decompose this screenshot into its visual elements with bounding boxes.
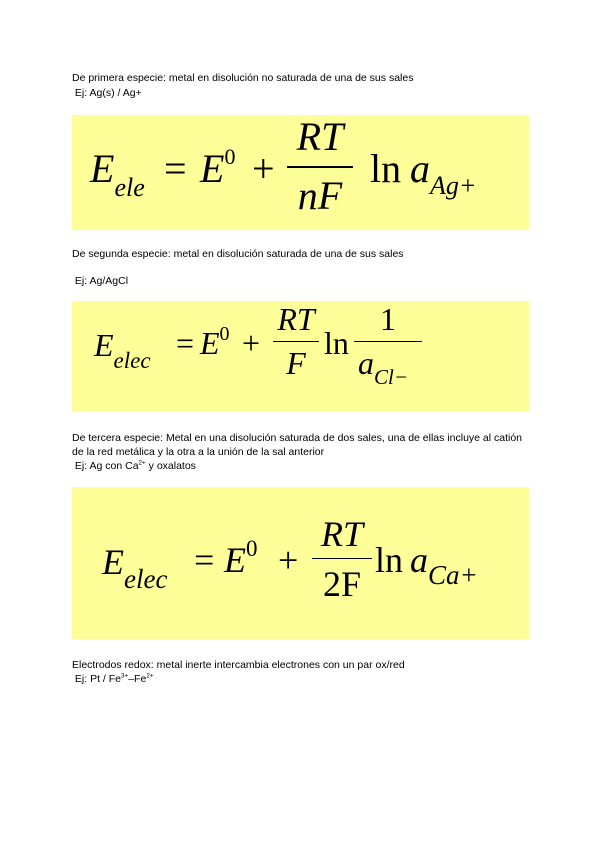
equation-1-standard-potential: $E^0$ (200, 144, 236, 191)
section-1-example: Ej: Ag(s) / Ag+ (74, 87, 142, 99)
equation-1-numerator: RT (296, 114, 344, 159)
equation-3-plus: + (278, 540, 299, 580)
section-1-description: De primera especie: metal en disolución no saturada de una de sus sales (72, 72, 414, 84)
equation-3 (72, 487, 529, 639)
equation-3-lhs: $E_{elec}$ (102, 542, 168, 594)
equation-2-ln: ln (324, 325, 349, 361)
equation-2-plus: + (242, 325, 261, 361)
equation-2-box (72, 301, 529, 411)
equation-2-denominator: F (286, 345, 306, 381)
section-2-example: Ej: Ag/AgCl (74, 275, 129, 287)
equation-2-standard-potential: $E^0$ (200, 323, 230, 361)
equation-1-lhs: $E_{ele}$ (90, 146, 145, 202)
equation-1-activity: $a_{Ag+}$ (410, 146, 477, 200)
equation-3-activity: $a_{Ca+}$ (410, 540, 478, 590)
section-2-description: De segunda especie: metal en disolución saturada de una de sus sales (72, 248, 404, 260)
equation-3-ln: ln (375, 540, 404, 580)
equation-2-fraction-bar-2 (354, 341, 422, 342)
equation-1-denominator: nF (297, 173, 343, 218)
section-4-description: Electrodos redox: metal inerte intercambia electrones con un par ox/red (72, 659, 405, 671)
equation-3-fraction-bar (312, 558, 372, 559)
section-4-example: Ej: Pt / $Fe^{3+}-Fe^{2+}$ (74, 672, 154, 685)
equation-2-numerator-one: 1 (380, 301, 396, 337)
equation-2-numerator: RT (277, 301, 315, 337)
equation-3-box (72, 487, 529, 639)
equation-1-plus: + (252, 146, 275, 191)
equation-1-fraction-bar (287, 166, 353, 168)
equation-1-ln: ln (370, 146, 402, 191)
equation-2-equals: = (176, 325, 195, 361)
equation-1-box (72, 115, 529, 230)
equation-1-equals: = (164, 146, 187, 191)
equation-2-lhs: $E_{elec}$ (94, 327, 151, 373)
equation-2-fraction-bar (273, 341, 319, 342)
equation-3-denominator: 2F (322, 564, 362, 604)
section-3-example: Ej: Ag con $Ca^{2+}$ y oxalatos (74, 459, 196, 472)
equation-2-activity: $a_{Cl-}$ (358, 345, 409, 389)
section-3-description: De tercera especie: Metal en una disolución saturada de dos sales, una de ellas incluye al catión de la red metálica y la otra a la unión de la sal anterior (72, 432, 523, 458)
equation-3-numerator: RT (320, 514, 363, 554)
equation-3-equals: = (194, 540, 215, 580)
equation-1 (72, 115, 529, 230)
equation-2 (72, 301, 529, 411)
equation-3-standard-potential: $E^0$ (224, 536, 258, 580)
